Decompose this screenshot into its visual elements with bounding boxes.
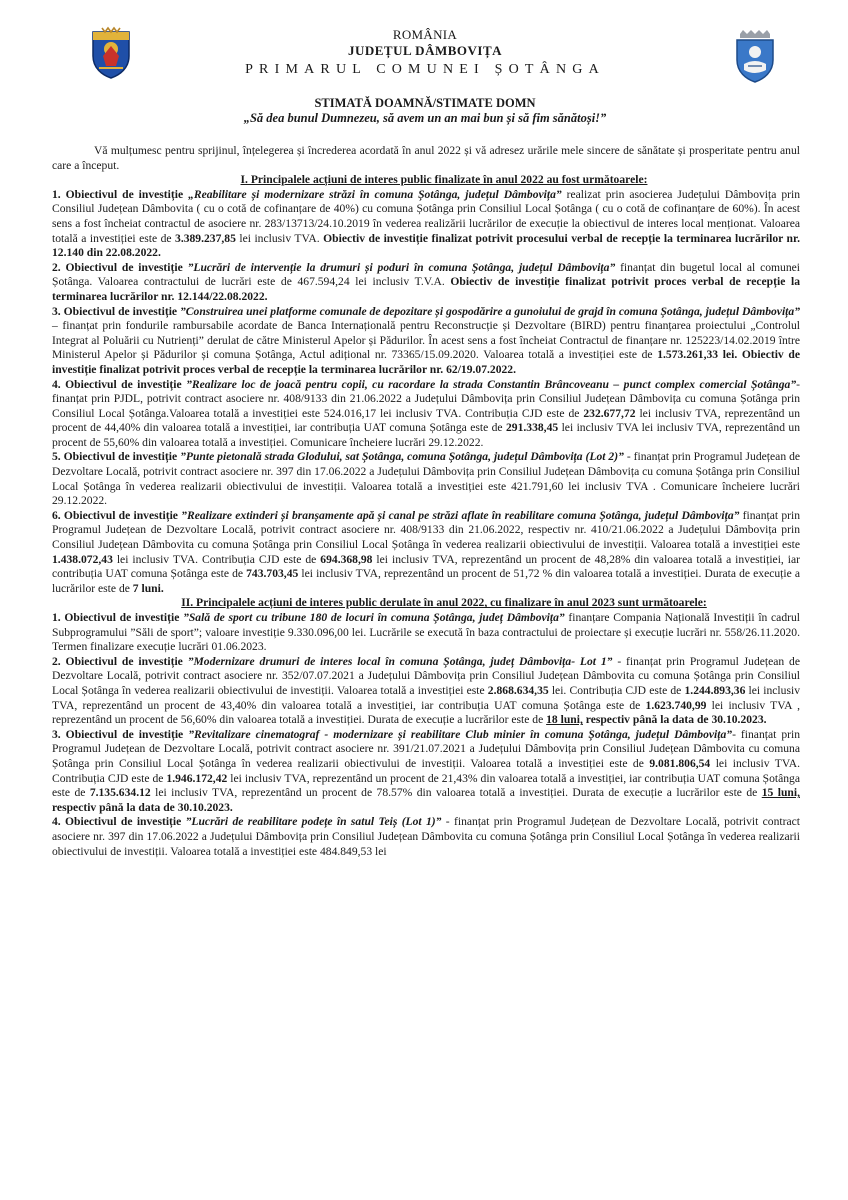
s2-item-3: 3. Obiectivul de investiție ”Revitalizare cinematograf - modernizare și reabilitare Club minier în comuna Șotânga, județul Dâmbovița”- finanțat prin Programul Județean de Dezvoltare Locală, potrivit contract asociere nr. 391/21.07.2021 a Județului Dâmbovița prin Consiliul Județean Dâmbovita cu comuna Șotânga prin Consiliul Local Șotânga în vederea realizarii obiectivului de investiții. Valoarea totală a investiției este de 9.081.806,54 lei inclusiv TVA. Contribuția CJD este de 1.946.172,42 lei inclusiv TVA, reprezentând un procent de 21,43% din valoarea totală a investiției, iar contribuția UAT comuna Șotânga este de 7.135.634.12 lei inclusiv TVA, reprezentând un procent de 78.57% din valoarea totală a investiției. Durata de execuție a lucrărilor este de 15 luni, respectiv până la data de 30.10.2023. (52, 727, 801, 814)
new-year-wish: „Să dea bunul Dumnezeu, să avem un an mai bun și să fim sănătoși!” (243, 111, 607, 125)
intro-paragraph: Vă mulțumesc pentru sprijinul, înțelegerea și încrederea acordată în anul 2022 și vă adresez urările mele sincere de sănătate și prosperitate pentru anul care a început. (52, 144, 800, 172)
section-2-heading: II. Principalele acțiuni de interes public derulate în anul 2022, cu finalizare în anul 2023 sunt următoarele: (181, 596, 707, 610)
s2-item-4: 4. Obiectivul de investiție ”Lucrări de reabilitare podețe în satul Teiș (Lot 1)” - finanțat prin Programul Județean de Dezvoltare Locală, potrivit contract asociere nr. 397 din 17.06.2022 a Județului Dâmbovița prin Consiliul Județean Dâmbovita cu comuna Șotânga prin Consiliul Local Șotânga în vederea realizarii obiectivului de investiții. Valoarea totală a investiției este 484.849,53 lei (52, 815, 800, 858)
sotanga-commune-crest-icon (734, 30, 776, 84)
s1-item-3: 3. Obiectivul de investiție ”Construirea unei platforme comunale de depozitare și gospodărire a gunoiului de grajd în comuna Șotânga, județul Dâmbovița” – finanțat prin fondurile rambursabile acordate de Banca Internațională pentru Reconstrucție și Dezvoltare (BIRD) pentru finanțarea proiectului „Controlul Integrat al Poluării cu Nutrienți” derulat de către Ministerul Apelor și Pădurilor. În acest sens a fost încheiat Contractul de finanțare nr. 125223/14.02.2019 între Ministerul Apelor și Pădurilor și comuna Șotânga, Actul adițional nr. 73365/15.09.2020. Valoarea totală a investiției este de 1.573.261,33 lei. Obiectiv de investiție finalizat potrivit proces verbal de recepție la terminarea lucrărilor nr. 62/19.07.2022. (52, 304, 800, 376)
s1-item-1: 1. Obiectivul de investiție „Reabilitare și modernizare străzi în comuna Șotânga, județul Dâmbovița” realizat prin asocierea Județului Dâmbovița prin Consiliul Județean Dâmbovita ( cu o cotă de cofinanțare de 40%) cu comuna Șotânga prin Consiliul Local Șotânga ( cu o cotă de cofinanțare de 60%). În acest sens a fost încheiat contractul de asociere nr. 283/13713/24.10.2019 în vederea realizării lucrărilor de execuție la obiectivul de interes local menționat. Valoarea totală a investiției este de 3.389.237,85 lei inclusiv TVA. Obiectiv de investiție finalizat potrivit procesului verbal de recepție la terminarea lucrărilor nr. 12.140 din 22.08.2022. (52, 187, 800, 260)
country-name: ROMÂNIA (392, 27, 458, 42)
s1-item-2: 2. Obiectivul de investiție ”Lucrări de intervenție la drumuri și poduri în comuna Șotânga, județul Dâmbovița” finanțat din bugetul local al comunei Șotânga. Valoarea contractului de lucrări este de 467.594,24 lei inclusiv T.V.A. Obiectiv de investiție finalizat potrivit proces verbal de recepție la terminarea lucrărilor nr. 12.144/22.08.2022. (52, 260, 801, 303)
letterhead (180, 27, 670, 79)
s2-item-2: 2. Obiectivul de investiție ”Modernizare drumuri de interes local în comuna Șotânga, județ Dâmbovița- Lot 1” - finanțat prin Programul Județean de Dezvoltare Locală, potrivit contract asociere nr. 352/07.07.2021 a Județului Dâmbovița prin Consiliul Județean Dâmbovita cu comuna Șotânga prin Consiliul Local Șotânga în vederea realizarii obiectivului de investiții. Valoarea totală a investiției este 2.868.634,35 lei. Contribuția CJD este de 1.244.893,36 lei inclusiv TVA, reprezentând un procent de 43,40% din valoarea totală a investiției, iar contribuția UAT comuna Șotânga este de 1.623.740,99 lei inclusiv TVA , reprezentând un procent de 56,60% din valoarea totală a investiției. Durata de execuție a lucrărilor este de 18 luni, respectiv până la data de 30.10.2023. (52, 654, 801, 727)
s1-item-6: 6. Obiectivul de investiție ”Realizare extinderi și branșamente apă și canal pe străzi aflate în reabilitare comuna Șotânga, județul Dâmbovița” finanțat prin Programul Județean de Dezvoltare Locală, potrivit contract asociere nr. 408/9133 din 21.06.2022, respectiv nr. 410/21.06.2022 a Județului Dâmbovița prin Consiliul Județean Dâmbovita cu comuna Șotânga prin Consiliul Local Șotânga în vederea realizarii obiectivului de investiții. Valoarea totală a investiției este 1.438.072,43 lei inclusiv TVA. Contribuția CJD este de 694.368,98 lei inclusiv TVA, reprezentând un procent de 48,28% din valoarea totală a investiției, iar contribuția UAT comuna Șotânga este de 743.703,45 lei inclusiv TVA, reprezentând un procent de 51,72 % din valoarea totală a investiției. Durata de execuție a lucrărilor este de 7 luni. (52, 508, 800, 595)
section-1-heading: I. Principalele acțiuni de interes public finalizate în anul 2022 au fost următoarele: (240, 173, 648, 187)
s2-item-1: 1. Obiectivul de investiție ”Sală de sport cu tribune 180 de locuri în comuna Șotânga, județ Dâmbovița” finanțare Compania Națională Investiții în cadrul Subprogramului ”Săli de sport”; valoare investiție 9.330.096,00 lei. Lucrările se execută în baza contractului de proiectare și execuție lucrări nr. 558/26.11.2020. Termen finalizare execuție lucrări 01.06.2023. (52, 611, 801, 654)
dambovita-county-crest-icon (90, 26, 132, 80)
document-body (52, 144, 800, 859)
s1-item-5: 5. Obiectivul de investiție ”Punte pietonală strada Glodului, sat Șotânga, comuna Șotânga, județul Dâmbovița (Lot 2)” - finanțat prin Programul Județean de Dezvoltare Locală, potrivit contract asociere nr. 397 din 17.06.2022 a Județului Dâmbovița prin Consiliul Județean Dâmbovița cu comuna Șotânga prin Consiliul Local Șotânga în vederea realizarii obiectivului de investiții. Valoarea totală a investiției este 421.791,60 lei inclusiv TVA . Comunicare încheiere lucrări 29.12.2022. (52, 450, 801, 508)
county-name: JUDEȚUL DÂMBOVIȚA (347, 43, 503, 58)
greeting (120, 96, 730, 126)
office-name: PRIMARUL COMUNEI ȘOTÂNGA (245, 62, 605, 77)
s1-item-4: 4. Obiectivul de investiție ”Realizare loc de joacă pentru copii, cu racordare la strada Constantin Brâncoveanu – punct complex comercial Șotânga”- finanțat prin PJDL, potrivit contract asociere nr. 408/9133 din 21.06.2022 a Județului Dâmbovița prin Consiliul Județean Dâmbovița cu comuna Șotânga prin Consiliul Local Șotânga.Valoarea totală a investiției este 524.016,17 lei inclusiv TVA. Contribuția CJD este de 232.677,72 lei inclusiv TVA, reprezentând un procent de 44,40% din valoarea totală a investiției, iar contribuția UAT comuna Șotânga este de 291.338,45 lei inclusiv TVA lei inclusiv TVA, reprezentând un procent de 55,60% din valoarea totală a investiției. Comunicare încheiere lucrări 29.12.2022. (52, 377, 801, 449)
salutation: STIMATĂ DOAMNĂ/STIMATE DOMN (314, 96, 536, 110)
